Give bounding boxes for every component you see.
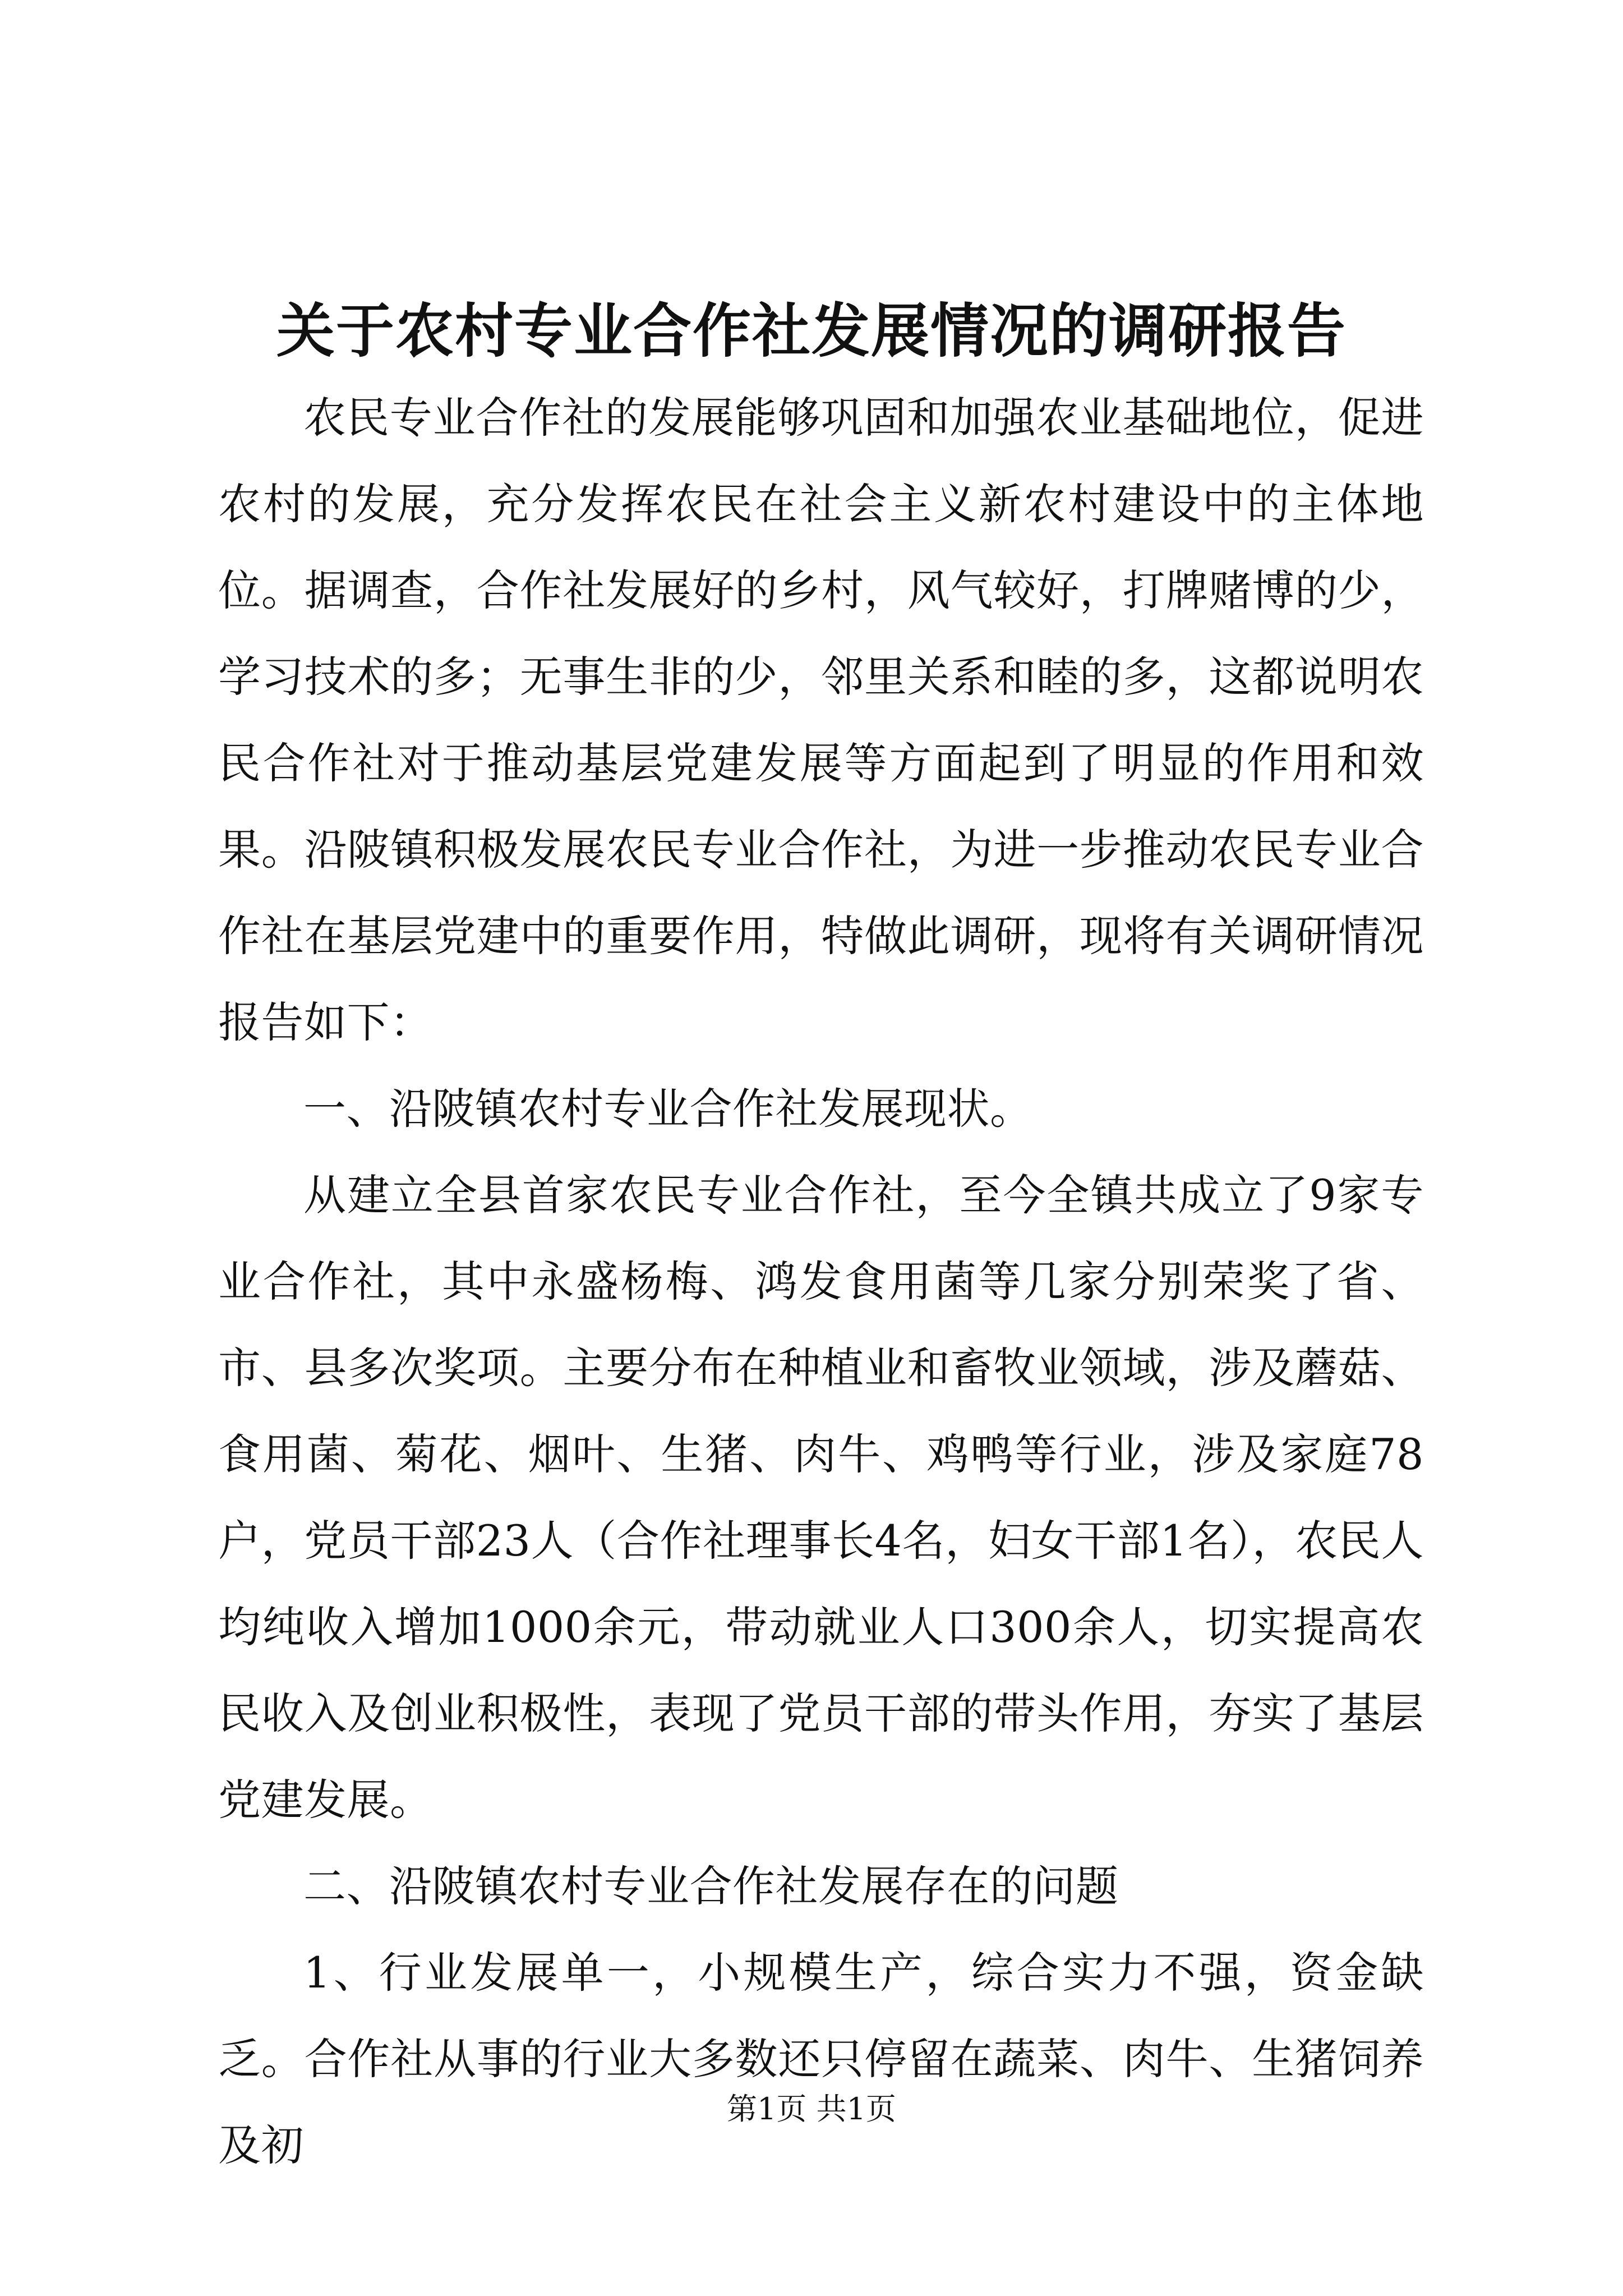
paragraph-intro: 农民专业合作社的发展能够巩固和加强农业基础地位，促进农村的发展，充分发挥农民在社会主义新农村建设中的主体地位。据调查，合作社发展好的乡村，风气较好，打牌赌博的少，学习技术的多；无事生非的少，邻里关系和睦的多，这都说明农民合作社对于推动基层党建发展等方面起到了明显的作用和效果。沿陂镇积极发展农民专业合作社，为进一步推动农民专业合作社在基层党建中的重要作用，特做此调研，现将有关调研情况报告如下：: [218, 393, 1424, 1047]
page-number-footer: 第1页 共1页: [727, 2091, 896, 2127]
paragraph-problem-1: 1、行业发展单一，小规模生产，综合实力不强，资金缺乏。合作社从事的行业大多数还只停留在蔬菜、肉牛、生猪饲养及初: [218, 1948, 1424, 2170]
paragraph-status: 从建立全县首家农民专业合作社，至今全镇共成立了9家专业合作社，其中永盛杨梅、鸿发食用菌等几家分别荣奖了省、市、县多次奖项。主要分布在种植业和畜牧业领域，涉及蘑菇、食用菌、菊花、烟叶、生猪、肉牛、鸡鸭等行业，涉及家庭78户，党员干部23人（合作社理事长4名，妇女干部1名），农民人均纯收入增加1000余元，带动就业人口300余人，切实提高农民收入及创业积极性，表现了党员干部的带头作用，夯实了基层党建发展。: [218, 1170, 1424, 1825]
document-title: 关于农村专业合作社发展情况的调研报告: [276, 296, 1347, 365]
section-heading-2: 二、沿陂镇农村专业合作社发展存在的问题: [303, 1861, 1119, 1911]
section-heading-1: 一、沿陂镇农村专业合作社发展现状。: [303, 1084, 1033, 1134]
document-body: [218, 375, 1424, 2189]
